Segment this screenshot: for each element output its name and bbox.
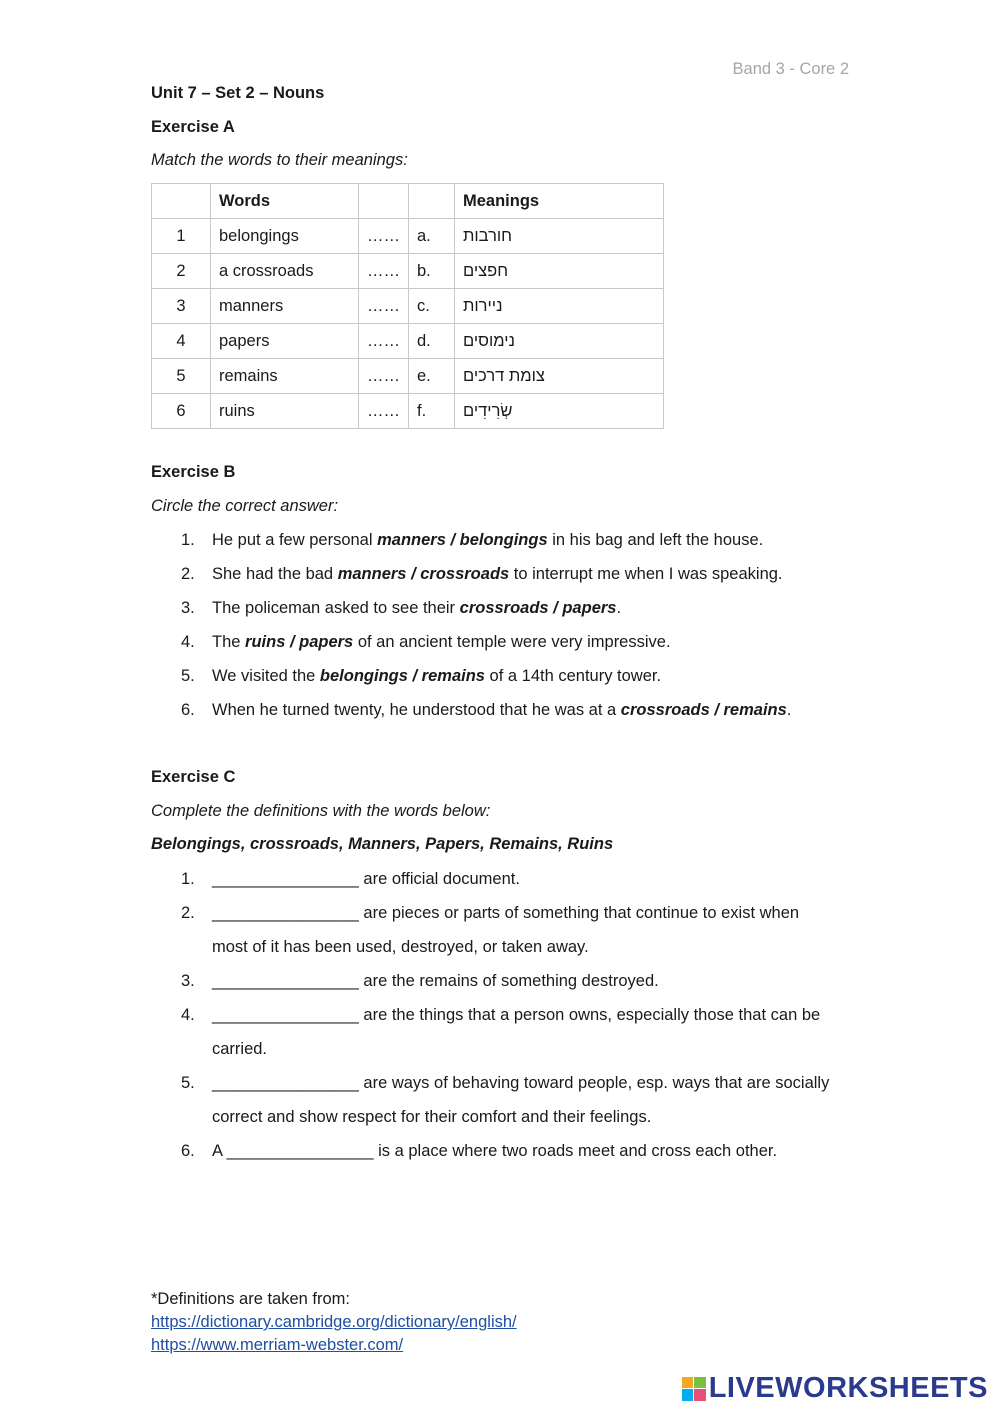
row-number: 2 [152,254,211,289]
row-meaning: צומת דרכים [455,359,664,394]
exercise-b-heading: Exercise B [151,463,236,481]
col-words-header: Words [211,184,359,219]
matching-table [151,183,664,429]
exercise-c-instruction: Complete the definitions with the words below: [151,802,491,820]
page-title: Unit 7 – Set 2 – Nouns [151,84,325,102]
exercise-b-list [151,523,851,727]
list-item[interactable]: 6. A ________________ is a place where two roads meet and cross each other. [181,1142,778,1160]
row-number: 3 [152,289,211,324]
table-row [152,359,664,394]
row-meaning: חפצים [455,254,664,289]
merriam-webster-link[interactable]: https://www.merriam-webster.com/ [151,1336,404,1354]
row-letter: f. [409,394,455,429]
answer-blank[interactable]: …… [359,219,409,254]
list-item[interactable]: 3. ________________ are the remains of something destroyed. [181,972,659,990]
row-letter: a. [409,219,455,254]
table-header-row [152,184,664,219]
list-item[interactable]: 4. ________________ are the things that a person owns, especially those that can be carried. [181,1006,821,1058]
table-row [152,324,664,359]
row-word: belongings [211,219,359,254]
answer-choice[interactable]: ruins / papers [245,633,354,651]
row-meaning: שְׂרִידִים [455,394,664,429]
table-row [152,394,664,429]
row-number: 6 [152,394,211,429]
row-meaning: ניירות [455,289,664,324]
row-meaning: נימוסים [455,324,664,359]
list-item: 3. The policeman asked to see their crossroads / papers. [181,599,622,617]
list-item[interactable]: 2. ________________ are pieces or parts of something that continue to exist when most of it has been used, destroyed, or taken away. [181,904,800,956]
footer-sources [151,1288,517,1357]
exercise-c-heading: Exercise C [151,768,236,786]
row-letter: c. [409,289,455,324]
table-row [152,289,664,324]
row-word: manners [211,289,359,324]
list-item: 5. We visited the belongings / remains of a 14th century tower. [181,667,662,685]
cambridge-link[interactable]: https://dictionary.cambridge.org/dictionary/english/ [151,1313,517,1331]
row-letter: e. [409,359,455,394]
header-tag: Band 3 - Core 2 [732,60,849,78]
footer-note: *Definitions are taken from: [151,1290,351,1308]
answer-choice[interactable]: belongings / remains [319,667,485,685]
exercise-a-instruction: Match the words to their meanings: [151,151,408,169]
answer-blank[interactable]: …… [359,324,409,359]
answer-blank[interactable]: …… [359,289,409,324]
col-meanings-header: Meanings [455,184,664,219]
answer-blank[interactable]: …… [359,359,409,394]
list-item: 4. The ruins / papers of an ancient temple were very impressive. [181,633,671,651]
row-letter: b. [409,254,455,289]
answer-blank[interactable]: …… [359,394,409,429]
table-row [152,219,664,254]
logo-text: LIVEWORKSHEETS [708,1372,988,1404]
row-word: ruins [211,394,359,429]
row-number: 1 [152,219,211,254]
list-item[interactable]: 1. ________________ are official document. [181,870,520,888]
answer-choice[interactable]: crossroads / papers [459,599,617,617]
exercise-c-list [151,862,851,1168]
row-letter: d. [409,324,455,359]
row-word: a crossroads [211,254,359,289]
answer-blank[interactable]: …… [359,254,409,289]
liveworksheets-logo [682,1372,988,1405]
liveworksheets-logo-icon [682,1377,706,1401]
row-word: remains [211,359,359,394]
row-meaning: חורבות [455,219,664,254]
word-bank: Belongings, crossroads, Manners, Papers, Remains, Ruins [151,835,614,853]
answer-choice[interactable]: crossroads / remains [620,701,787,719]
list-item: 1. He put a few personal manners / belongings in his bag and left the house. [181,531,764,549]
list-item: 6. When he turned twenty, he understood that he was at a crossroads / remains. [181,701,792,719]
row-word: papers [211,324,359,359]
answer-choice[interactable]: manners / belongings [377,531,548,549]
row-number: 4 [152,324,211,359]
table-row [152,254,664,289]
answer-choice[interactable]: manners / crossroads [337,565,510,583]
row-number: 5 [152,359,211,394]
list-item: 2. She had the bad manners / crossroads to interrupt me when I was speaking. [181,565,783,583]
exercise-b-instruction: Circle the correct answer: [151,497,339,515]
exercise-a-heading: Exercise A [151,118,235,136]
list-item[interactable]: 5. ________________ are ways of behaving toward people, esp. ways that are socially correct and show respect for their comfort and their feelings. [181,1074,830,1126]
